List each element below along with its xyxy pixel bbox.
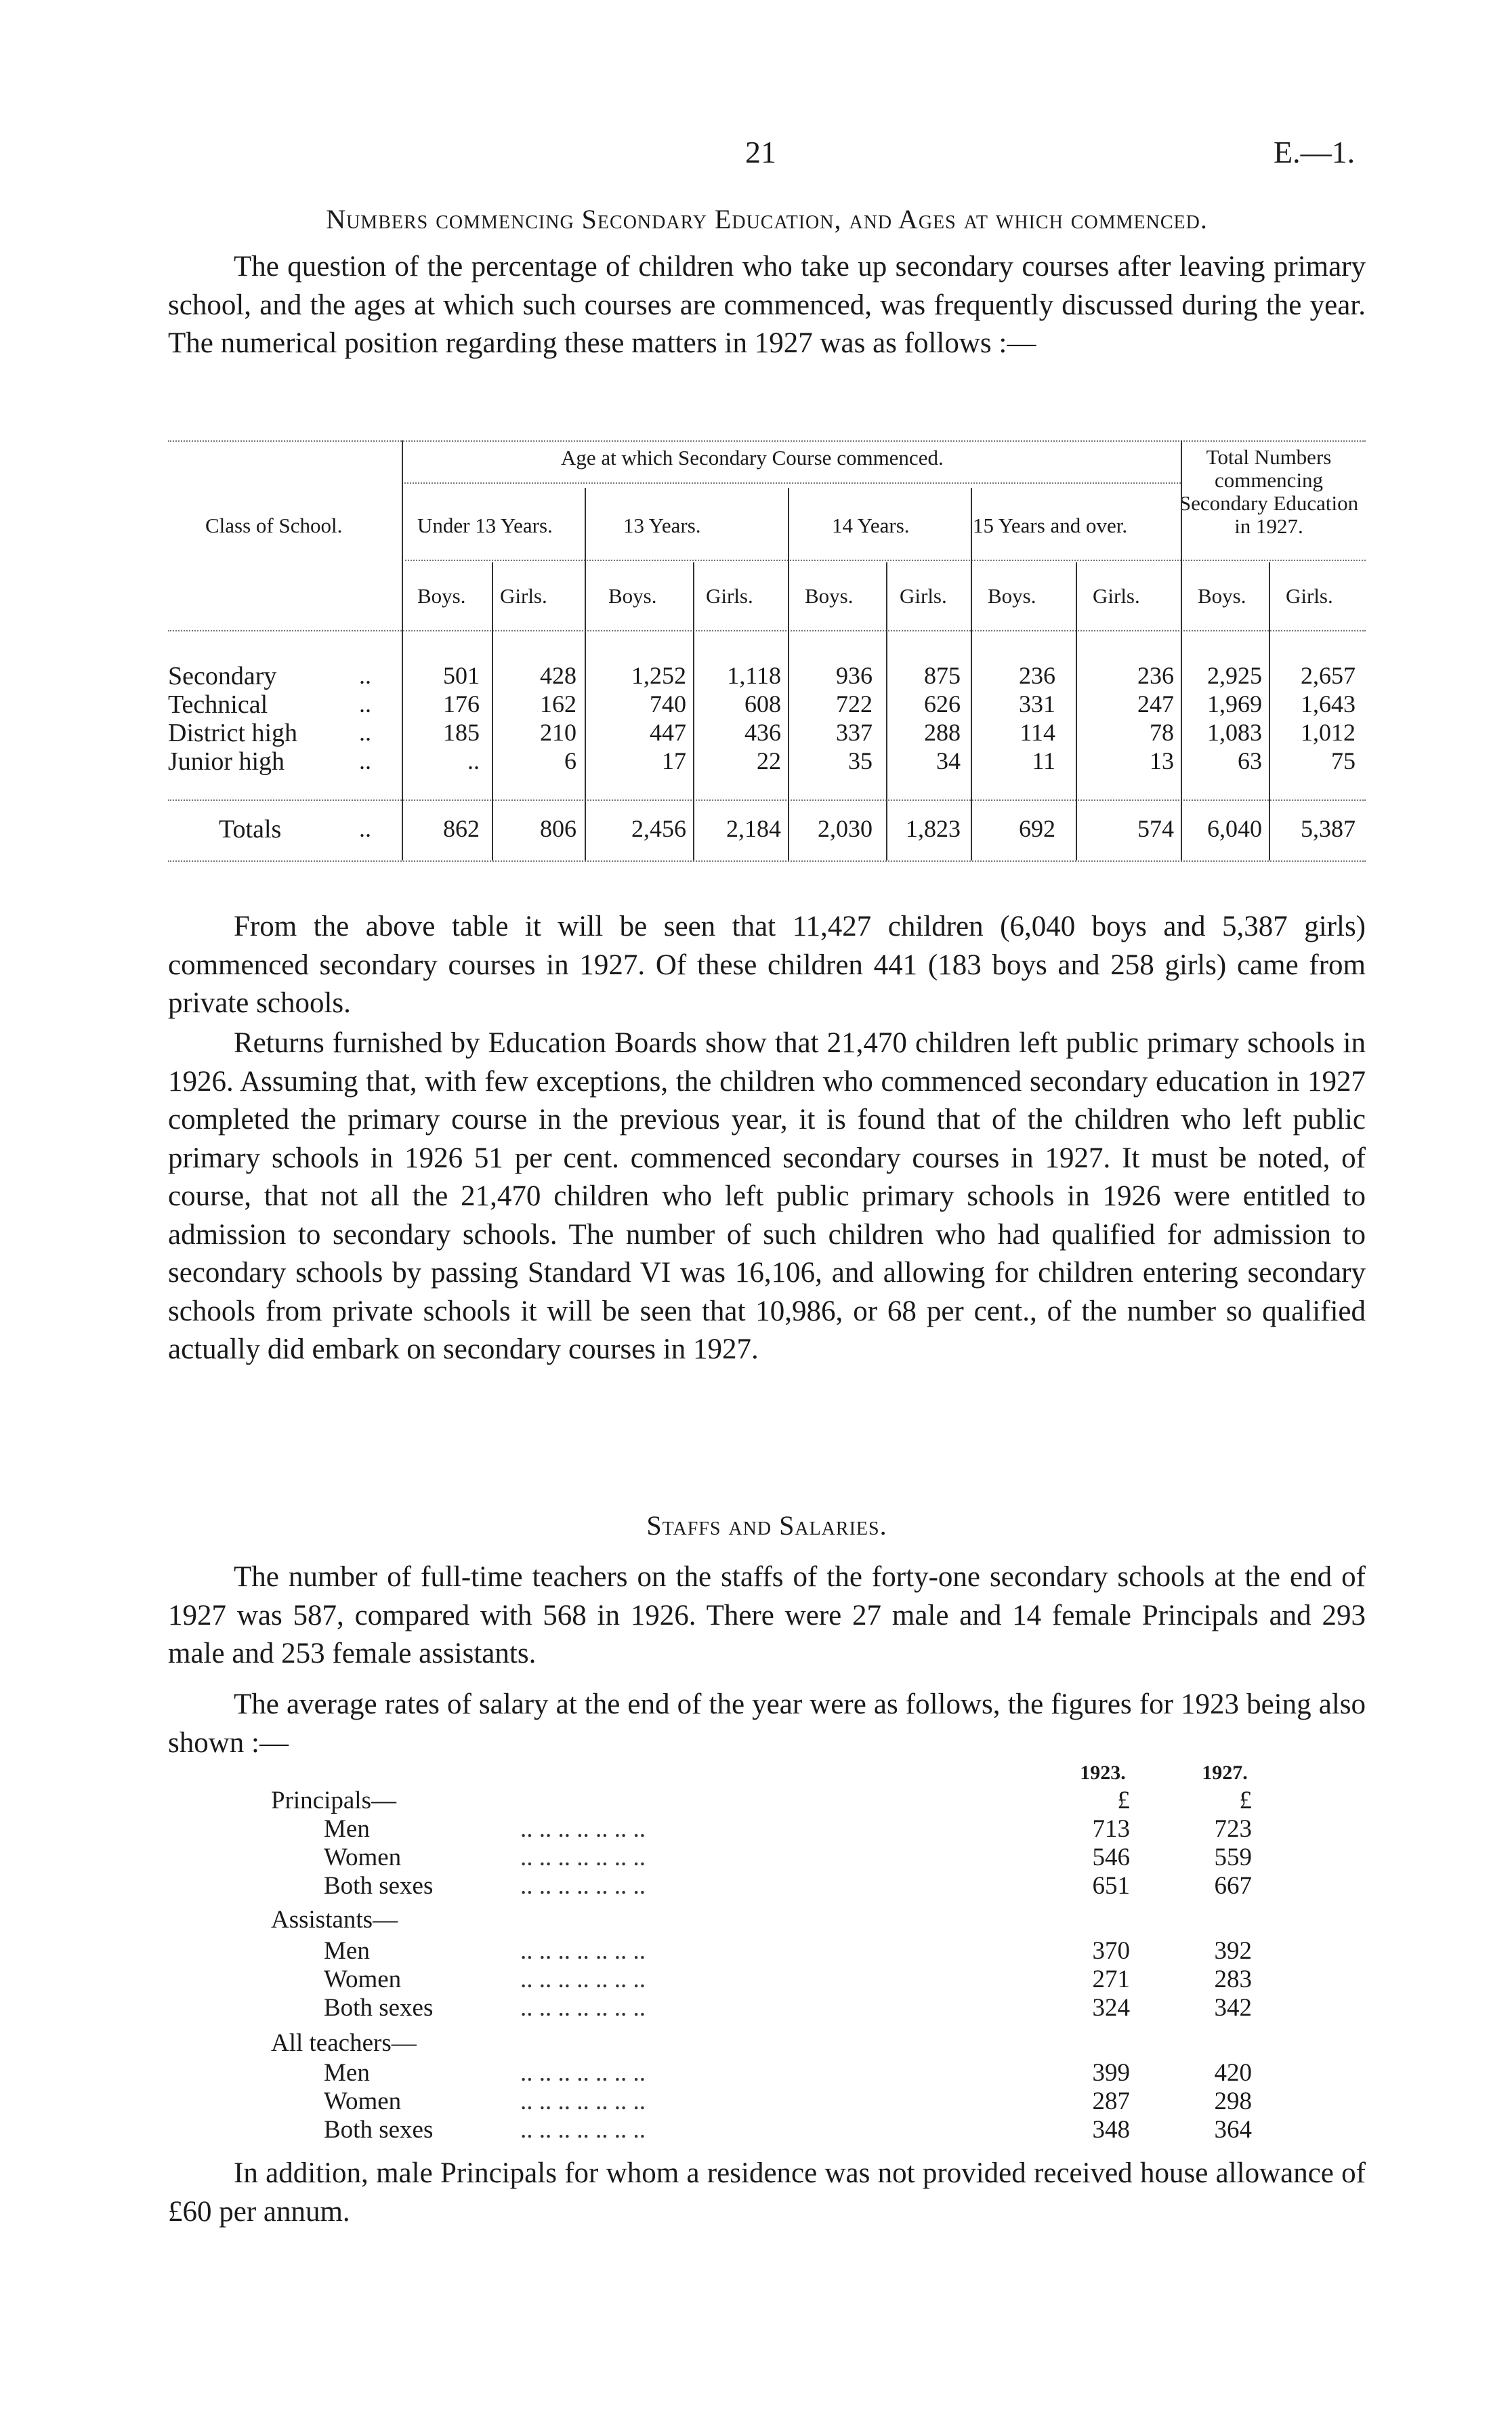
value-1927: 559 [1214,1844,1252,1871]
cell: 2,184 [726,815,781,842]
row-label-totals: Totals [219,815,282,844]
value-1923: 651 [1092,1872,1130,1900]
subhead-girls: Girls. [900,584,947,608]
value-1923: 348 [1092,2116,1130,2144]
group-principals: Principals— [271,1787,396,1814]
leader-dots: .. .. .. .. .. .. .. [520,2059,646,2087]
intro-paragraph: The question of the percentage of children who take up secondary courses after leaving primary school, and the ages at which such courses are commenced, was frequently discussed during the year. The numerical position regarding these matters in 1927 was as follows :— [168,251,1366,359]
class-header: Class of School. [205,514,343,537]
cell: 247 [1137,690,1174,718]
age-header: Age at which Secondary Course commenced. [561,446,944,470]
unit-1923: £ [1117,1787,1130,1814]
row-label-technical: Technical [168,690,268,719]
leader-dots: .. [359,815,371,842]
value-1923: 546 [1092,1844,1130,1871]
cell: 2,657 [1301,662,1356,689]
value-1923: 370 [1092,1937,1130,1965]
cell: 35 [848,747,873,774]
cell: 34 [936,747,961,774]
leader-dots: .. .. .. .. .. .. .. [520,1872,646,1900]
row-name: Women [324,1966,402,1993]
cell: 2,030 [818,815,873,842]
paragraph-salary-intro: The average rates of salary at the end of the year were as follows, the figures for 1923 being also shown :— [168,1688,1366,1759]
cell: 11 [1032,747,1055,774]
leader-dots: .. .. .. .. .. .. .. [520,2087,646,2115]
cell: 436 [744,719,781,746]
cell: 1,643 [1301,690,1356,718]
cell: 22 [757,747,781,774]
cell: 63 [1238,747,1262,774]
value-1927: 723 [1214,1815,1252,1843]
cell: 236 [1019,662,1055,689]
subhead-girls: Girls. [1093,584,1140,608]
subhead-boys: Boys. [1198,584,1246,608]
value-1923: 713 [1092,1815,1130,1843]
leader-dots: .. .. .. .. .. .. .. [520,1937,646,1965]
cell: 1,118 [727,662,781,689]
cell: 1,012 [1301,719,1356,746]
paragraph-totals: From the above table it will be seen that 11,427 children (6,040 boys and 5,387 girls) commenced secondary courses in 1927. Of these children 441 (183 boys and 258 girls) came from private schools. [168,911,1366,1019]
row-name: Both sexes [324,1994,434,2022]
subhead-boys: Boys. [417,584,466,608]
cell: 6,040 [1207,815,1262,842]
group-assistants: Assistants— [271,1906,398,1934]
row-name: Women [324,2087,402,2115]
document-code: E.—1. [1274,135,1356,169]
leader-dots: .. .. .. .. .. .. .. [520,1844,646,1871]
value-1927: 667 [1214,1872,1252,1900]
cell: 447 [650,719,686,746]
value-1927: 283 [1214,1966,1252,1993]
cell: 574 [1137,815,1174,842]
paragraph-staff-numbers: The number of full-time teachers on the staffs of the forty-one secondary schools at the end of 1927 was 587, compared with 568 in 1926. There were 27 male and 14 female Principals and 293 male and 253 female assistants. [168,1561,1366,1669]
cell: 210 [540,719,576,746]
section-title-staffs: Staffs and Salaries. [646,1510,887,1541]
leader-dots: .. .. .. .. .. .. .. [520,1994,646,2022]
row-label-district-high: District high [168,719,298,747]
row-label-secondary: Secondary [168,662,277,690]
cell: 626 [924,690,961,718]
cell: 692 [1019,815,1055,842]
leader-dots: .. .. .. .. .. .. .. [520,1966,646,1993]
cell: 288 [924,719,961,746]
cell: 331 [1019,690,1055,718]
group-all-teachers: All teachers— [271,2029,417,2057]
cell: 162 [540,690,576,718]
total-header: Total Numbers commencing Secondary Education in 1927. [1179,445,1359,538]
salary-table [168,1762,1366,2144]
value-1927: 420 [1214,2059,1252,2087]
cell: 501 [443,662,480,689]
row-name: Men [324,1815,370,1843]
cell: 236 [1137,662,1174,689]
cell: 1,969 [1207,690,1262,718]
subhead-girls: Girls. [500,584,547,608]
value-1923: 324 [1092,1994,1130,2022]
cell: 740 [650,690,686,718]
leader-dots: .. .. .. .. .. .. .. [520,1815,646,1843]
value-1923: 271 [1092,1966,1130,1993]
cell: 1,083 [1207,719,1262,746]
cell: 1,252 [631,662,686,689]
cell: 17 [662,747,686,774]
row-label-junior-high: Junior high [168,747,285,776]
subhead-girls: Girls. [1286,584,1333,608]
vline [402,440,403,860]
age-group-15plus: 15 Years and over. [973,514,1128,537]
subhead-boys: Boys. [988,584,1036,608]
value-1923: 287 [1092,2087,1130,2115]
subhead-boys: Boys. [805,584,854,608]
col-1927: 1927. [1202,1762,1248,1784]
row-name: Women [324,1844,402,1871]
value-1927: 364 [1214,2116,1252,2144]
cell: 75 [1331,747,1356,774]
cell: 6 [564,747,576,774]
vline [1181,440,1182,860]
paragraph-house-allowance: In addition, male Principals for whom a residence was not provided received house allowance of £60 per annum. [168,2157,1366,2228]
cell: 13 [1150,747,1174,774]
cell: 2,456 [631,815,686,842]
rule-header-bottom [168,630,1366,631]
age-group-13: 13 Years. [623,514,701,537]
rule-bottom [168,860,1366,862]
cell: 875 [924,662,961,689]
leader-dots: .. [359,747,371,774]
rule-before-totals [168,799,1366,801]
cell: 114 [1020,719,1055,746]
leader-dots: .. [359,662,371,689]
cell: 5,387 [1301,815,1356,842]
rule-subhead [402,560,1366,561]
cell: 806 [540,815,576,842]
cell: 78 [1150,719,1174,746]
section-title-numbers: Numbers commencing Secondary Education, and Ages at which commenced. [326,204,1208,234]
value-1923: 399 [1092,2059,1130,2087]
cell: 1,823 [906,815,961,842]
age-group-14: 14 Years. [832,514,910,537]
cell: 722 [836,690,873,718]
leader-dots: .. .. .. .. .. .. .. [520,2116,646,2144]
cell: 936 [836,662,873,689]
cell: 2,925 [1207,662,1262,689]
cell: 862 [443,815,480,842]
rule-top [168,440,1366,442]
cell: 428 [540,662,576,689]
paragraph-returns: Returns furnished by Education Boards show that 21,470 children left public primary schools in 1926. Assuming that, with few exceptions, the children who commenced secondary education in 1927 completed the primary course in the previous year, it is found that of the children who left public primary schools in 1926 51 per cent. commenced secondary courses in 1927. It must be noted, of course, that not all the 21,470 children who left public primary schools in 1926 were entitled to admission to secondary schools. The number of such children who had qualified for admission to secondary schools by passing Standard VI was 16,106, and allowing for children entering secondary schools from private schools it will be seen that 10,986, or 68 per cent., of the number so qualified actually did embark on secondary courses in 1927. [168,1027,1366,1365]
row-name: Both sexes [324,2116,434,2144]
rule-age [402,482,1181,484]
row-name: Men [324,2059,370,2087]
subhead-girls: Girls. [706,584,753,608]
commencement-table [168,434,1366,881]
cell: 176 [443,690,480,718]
cell: .. [467,747,480,774]
value-1927: 298 [1214,2087,1252,2115]
cell: 337 [836,719,873,746]
row-name: Both sexes [324,1872,434,1900]
leader-dots: .. [359,719,371,746]
value-1927: 342 [1214,1994,1252,2022]
subhead-boys: Boys. [608,584,657,608]
value-1927: 392 [1214,1937,1252,1965]
cell: 608 [744,690,781,718]
unit-1927: £ [1239,1787,1252,1814]
leader-dots: .. [359,690,371,718]
col-1923: 1923. [1080,1762,1126,1784]
row-name: Men [324,1937,370,1965]
age-group-under13: Under 13 Years. [417,514,553,537]
page-number: 21 [745,135,776,169]
cell: 185 [443,719,480,746]
